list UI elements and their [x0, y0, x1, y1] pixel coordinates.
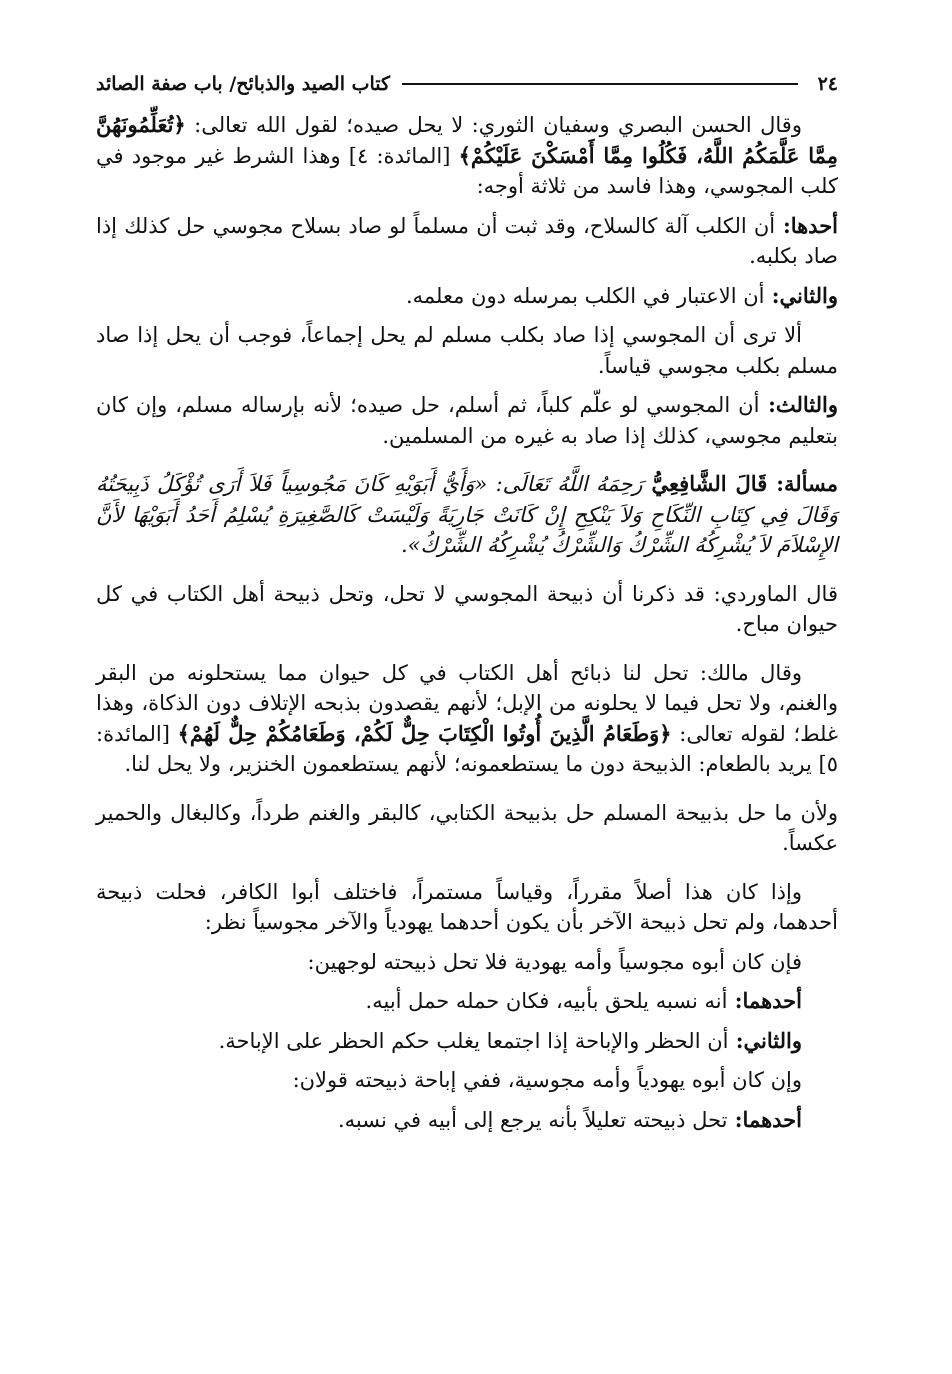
paragraph-lead: والثالث:	[759, 392, 839, 417]
paragraph-lead: والثاني:	[764, 282, 838, 308]
paragraph-second-reason	[96, 281, 838, 312]
paragraph-text: وقال الحسن البصري وسفيان الثوري: لا يحل صيده؛ لقول الله تعالى:	[185, 113, 802, 137]
masala-heading: مسألة: قَالَ الشَّافِعِيُّ	[642, 471, 838, 496]
paragraph-text: وإن كان أبوه يهودياً وأمه مجوسية، ففي إباحة ذبيحته قولان:	[292, 1068, 802, 1092]
paragraph-masala	[96, 469, 838, 561]
paragraph-lead: أحدها:	[775, 212, 839, 238]
paragraph-father-jewish	[96, 1065, 838, 1096]
paragraph-text: أنه نسبه يلحق بأبيه، فكان حمله حمل أبيه.	[365, 989, 728, 1013]
paragraph-mawardi	[96, 579, 838, 640]
paragraph-text: [المائدة: ٥] يريد بالطعام: الذبيحة دون ما يستطعمونه؛ لأنهم يستطعمون الخنزير، ولا يحل لنا.	[96, 721, 838, 776]
quran-verse: ﴿وَطَعَامُ الَّذِينَ أُوتُوا الْكِتَابَ حِلٌّ لَكُمْ، وَطَعَامُكُمْ حِلٌّ لَهُمْ﴾	[177, 720, 672, 746]
page	[96, 68, 838, 1144]
paragraph-first-reason	[96, 211, 838, 272]
paragraph-text: أن الحظر والإباحة إذا اجتمعا يغلب حكم الحظر على الإباحة.	[218, 1028, 729, 1053]
paragraph-analogy	[96, 320, 838, 381]
paragraph-text: ألا ترى أن المجوسي إذا صاد بكلب مسلم لم يحل إجماعاً، فوجب أن يحل إذا صاد مسلم بكلب مجوسي قياساً.	[96, 323, 838, 378]
paragraph-father-majusi	[96, 947, 838, 978]
paragraph-lead: والثاني:	[728, 1027, 802, 1053]
paragraph-first-opinion	[96, 1105, 838, 1136]
paragraph-hasan-basri	[96, 110, 838, 202]
paragraph-text: فإن كان أبوه مجوسياً وأمه يهودية فلا تحل ذبيحته لوجهين:	[307, 949, 802, 974]
paragraph-text: ولأن ما حل بذبيحة المسلم حل بذبيحة الكتابي، كالبقر والغنم طرداً، وكالبغال والحمير عكساً.	[96, 800, 838, 855]
paragraph-lead: أحدهما:	[727, 988, 802, 1013]
paragraph-malik	[96, 658, 838, 780]
quran-verse: ﴿تُعَلِّمُونَهُنَّ مِمَّا عَلَّمَكُمُ اللَّهُ، فَكُلُوا مِمَّا أَمْسَكْنَ عَلَيْكُمْ﴾	[96, 112, 839, 168]
header-rule	[402, 83, 798, 85]
paragraph-text: تحل ذبيحته تعليلاً بأنه يرجع إلى أبيه في نسبه.	[337, 1107, 728, 1132]
paragraph-first-aspect	[96, 986, 838, 1017]
shafii-quote: رَحِمَهُ اللَّهُ تَعَالَى: «وَأَيُّ أَبَوَيْهِ كَانَ مَجُوسِياً فَلاَ أَرَى تُؤْكَلُ ذَبِيحَتُهُ وَقَالَ فِي كِتَابِ النِّكَاحِ وَلاَ يَنْكِحِ إِنْ كَانَتْ جَارِيَةً وَلَيْسَتْ كَالصَّغِيرَةِ يُسْلِمُ أَحَدُ أَبَوَيْهَا لأَنَّ الإِسْلاَمَ لاَ يُشْرِكُهُ الشِّرْكُ وَالشِّرْكُ يُشْرِكُهُ الشِّرْكُ».	[96, 472, 838, 557]
paragraph-text: قال الماوردي: قد ذكرنا أن ذبيحة المجوسي لا تحل، وتحل ذبيحة أهل الكتاب في كل حيوان مباح.	[96, 581, 838, 636]
paragraph-text: أن المجوسي لو علّم كلباً، ثم أسلم، حل صيده؛ لأنه بإرساله مسلم، وإن كان بتعليم مجوسي، كذلك إذا صاد به غيره من المسلمين.	[96, 393, 838, 448]
paragraph-third-reason	[96, 390, 838, 451]
running-header	[96, 68, 838, 100]
paragraph-text: [المائدة: ٤] وهذا الشرط غير موجود في كلب المجوسي، وهذا فاسد من ثلاثة أوجه:	[96, 143, 838, 198]
page-body	[96, 110, 838, 1135]
paragraph-parents-differ	[96, 877, 838, 938]
paragraph-second-aspect	[96, 1026, 838, 1057]
page-number: ٢٤	[817, 73, 838, 95]
paragraph-lead: أحدهما:	[727, 1106, 802, 1132]
paragraph-kitabi-slaughter	[96, 798, 838, 859]
paragraph-text: أن الكلب آلة كالسلاح، وقد ثبت أن مسلماً لو صاد بسلاح مجوسي حل كذلك إذا صاد بكلبه.	[96, 213, 838, 268]
paragraph-text: وإذا كان هذا أصلاً مقرراً، وقياساً مستمراً، فاختلف أبوا الكافر، فحلت ذبيحة أحدهما، ولم تحل ذبيحة الآخر بأن يكون أحدهما يهودياً والآخر مجوسياً نظر:	[96, 879, 838, 934]
paragraph-text: وقال مالك: تحل لنا ذبائح أهل الكتاب في كل حيوان مما يستحلونه من البقر والغنم، ولا تحل فيما لا يحلونه من الإبل؛ لأنهم يقصدون بذبحه الإتلاف دون الذكاة، وهذا غلط؛ لقوله تعالى:	[96, 660, 838, 746]
paragraph-text: أن الاعتبار في الكلب بمرسله دون معلمه.	[405, 283, 765, 308]
running-title: كتاب الصيد والذبائح/ باب صفة الصائد	[96, 73, 391, 95]
